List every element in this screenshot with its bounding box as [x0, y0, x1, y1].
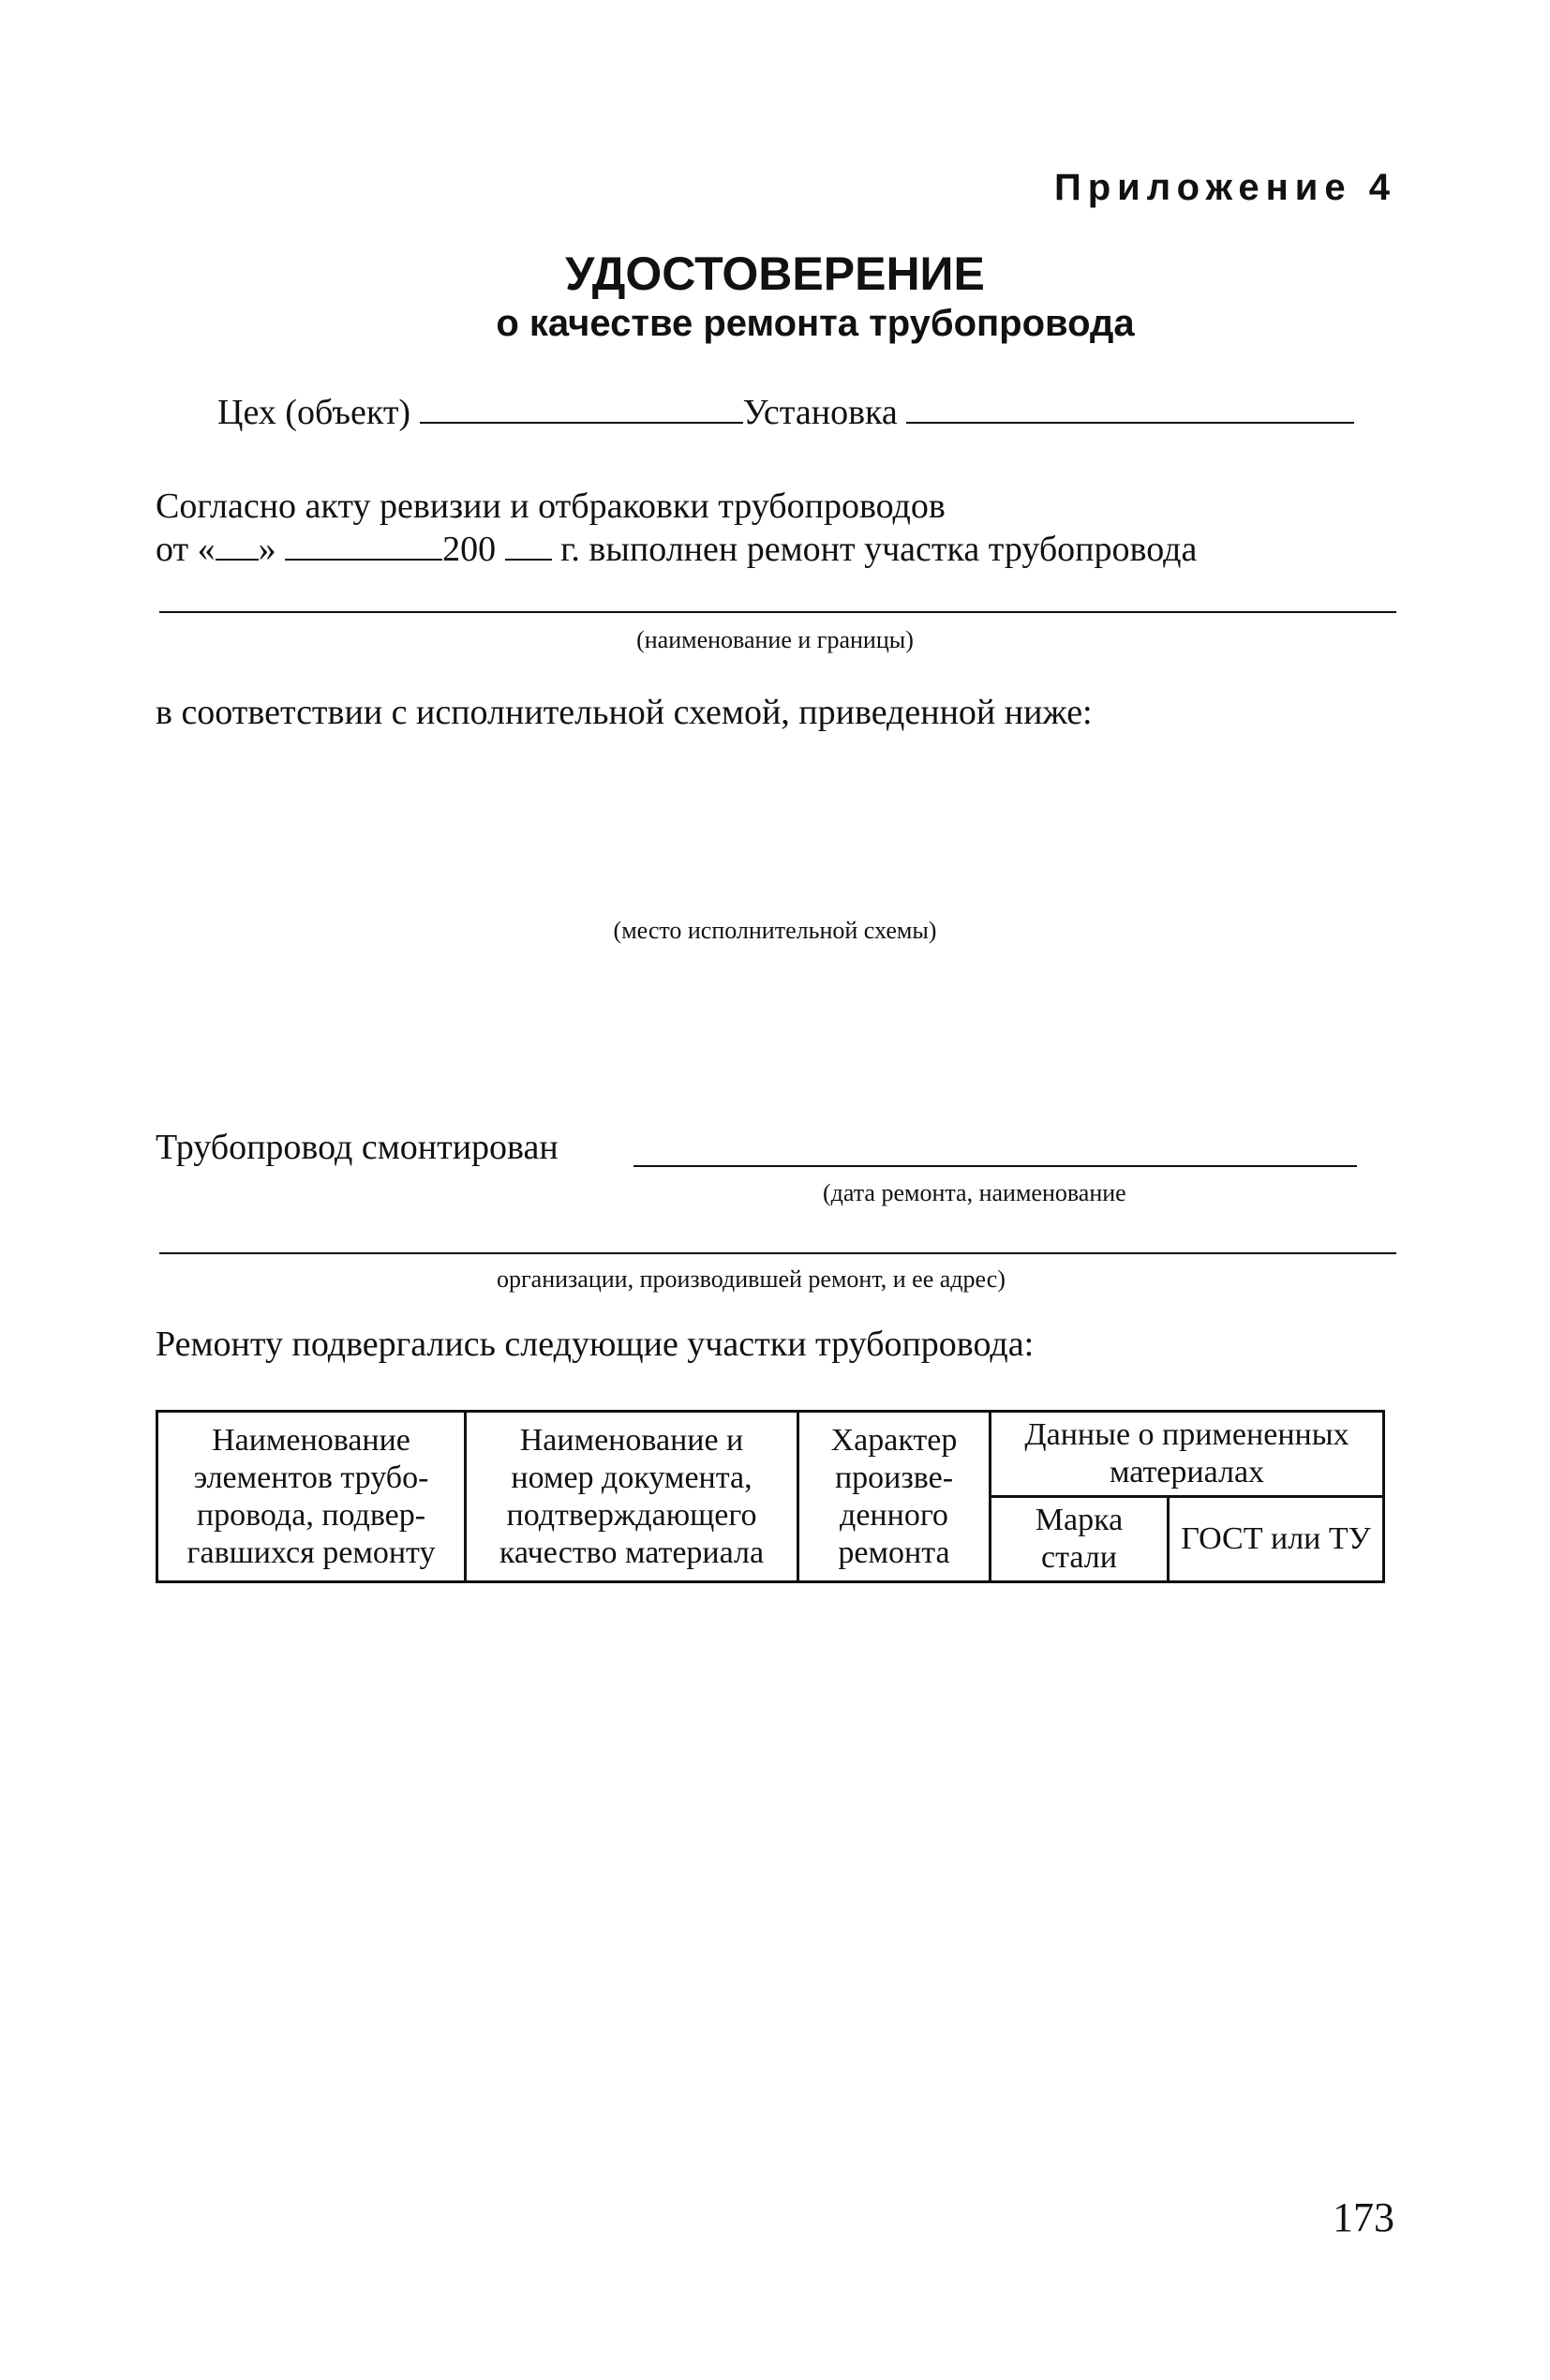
- header-steel-grade: Марка стали: [991, 1497, 1169, 1582]
- installation-field[interactable]: [906, 394, 1354, 424]
- page-number: 173: [1333, 2194, 1394, 2240]
- header-element-name: Наименование элементов трубо- провода, подвер- гавшихся ремонту: [157, 1412, 466, 1582]
- appendix-label: Приложение 4: [1054, 167, 1396, 208]
- header-repair-type: Характер произве- денного ремонта: [798, 1412, 991, 1582]
- header-gost: ГОСТ или ТУ: [1169, 1497, 1384, 1582]
- shop-label: Цех (объект): [217, 393, 411, 432]
- installation-label: Установка: [742, 393, 898, 432]
- document-title: УДОСТОВЕРЕНИЕ: [565, 247, 985, 300]
- scheme-intro: в соответствии с исполнительной схемой, приведенной ниже:: [156, 693, 1093, 732]
- organization-field[interactable]: [159, 1252, 1396, 1254]
- repair-table: [156, 1410, 1385, 1583]
- act-quote-close: »: [258, 530, 276, 569]
- act-month-field[interactable]: [285, 531, 442, 561]
- sections-intro: Ремонту подвергались следующие участки трубопровода:: [156, 1325, 1035, 1364]
- caption-repair-date: (дата ремонта, наименование: [823, 1179, 1126, 1206]
- act-day-field[interactable]: [216, 531, 259, 561]
- act-from: от «: [156, 530, 216, 569]
- header-document: Наименование и номер документа, подтверждающего качество материала: [466, 1412, 798, 1582]
- caption-name-bounds: (наименование и границы): [636, 626, 914, 653]
- section-name-field[interactable]: [159, 611, 1396, 613]
- shop-field[interactable]: [420, 394, 743, 424]
- mounted-label: Трубопровод смонтирован: [156, 1128, 559, 1167]
- act-line-1: Согласно акту ревизии и отбраковки трубопроводов: [156, 486, 946, 526]
- act-tail: г. выполнен ремонт участка трубопровода: [560, 530, 1198, 569]
- repair-date-field[interactable]: [633, 1165, 1357, 1167]
- act-year: 200: [442, 530, 497, 569]
- header-materials: Данные о примененных материалах: [991, 1412, 1384, 1497]
- caption-organization: организации, производившей ремонт, и ее адрес): [497, 1265, 1006, 1293]
- caption-scheme-place: (место исполнительной схемы): [613, 917, 937, 944]
- document-subtitle: о качестве ремонта трубопровода: [496, 303, 1135, 344]
- act-year-field[interactable]: [505, 531, 552, 561]
- shop-installation-line: [217, 392, 1354, 433]
- act-line-2: [156, 529, 1197, 570]
